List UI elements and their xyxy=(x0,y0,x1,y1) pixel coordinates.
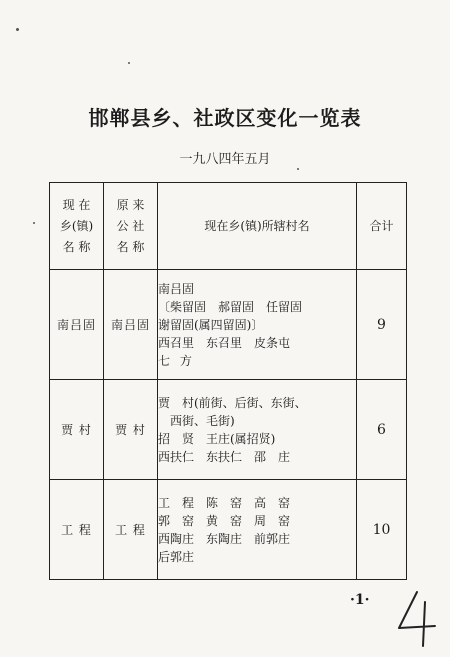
total-cell: 9 xyxy=(357,270,407,380)
table-row xyxy=(50,270,407,380)
header-former-line: 原 来 xyxy=(116,197,145,212)
header-total: 合计 xyxy=(357,183,407,270)
paper-speck xyxy=(297,168,299,170)
document-date: 一九八四年五月 xyxy=(179,152,271,167)
villages-cell xyxy=(158,270,357,380)
paper-speck xyxy=(16,28,19,31)
village-line: 招 贤 王庄(属招贤) xyxy=(158,431,276,446)
village-line: 工 程 陈 窑 高 窑 xyxy=(158,495,291,510)
current-township-cell: 工 程 xyxy=(50,480,104,580)
township-change-table xyxy=(49,182,407,580)
former-commune-cell: 工 程 xyxy=(104,480,158,580)
village-line: 〔柴留固 郝留固 任留固 xyxy=(158,299,303,314)
village-line: 郭 窑 黄 窑 周 窑 xyxy=(158,513,291,528)
villages-cell xyxy=(158,480,357,580)
header-current-township xyxy=(50,183,104,270)
header-current-line: 名 称 xyxy=(62,239,91,254)
village-line: 七 方 xyxy=(158,353,192,368)
former-commune-cell: 贾 村 xyxy=(104,380,158,480)
page-number: ·1· xyxy=(350,592,370,608)
village-line: 西召里 东召里 皮条屯 xyxy=(158,335,291,350)
village-line: 西扶仁 东扶仁 邵 庄 xyxy=(158,449,291,464)
table-header-row xyxy=(50,183,407,270)
village-line: 贾 村(前街、后街、东街、 xyxy=(158,395,307,410)
village-line: 南吕固 xyxy=(158,281,195,296)
total-cell: 6 xyxy=(357,380,407,480)
paper-speck xyxy=(33,222,35,224)
table-row xyxy=(50,380,407,480)
current-township-cell: 贾 村 xyxy=(50,380,104,480)
header-villages: 现在乡(镇)所辖村名 xyxy=(158,183,357,270)
header-former-line: 名 称 xyxy=(116,239,145,254)
village-line: 谢留固(属四留固)〕 xyxy=(158,317,264,332)
former-commune-cell: 南吕固 xyxy=(104,270,158,380)
handwritten-mark-4 xyxy=(395,588,445,648)
paper-speck xyxy=(128,62,130,64)
header-former-line: 公 社 xyxy=(116,218,145,233)
table-row xyxy=(50,480,407,580)
document-title: 邯郸县乡、社政区变化一览表 xyxy=(88,106,362,130)
current-township-cell: 南吕固 xyxy=(50,270,104,380)
header-current-line: 现 在 xyxy=(62,197,91,212)
village-line: 后郭庄 xyxy=(158,549,195,564)
villages-cell xyxy=(158,380,357,480)
header-former-commune xyxy=(104,183,158,270)
header-current-line: 乡(镇) xyxy=(59,218,94,233)
total-cell: 10 xyxy=(357,480,407,580)
village-line: 西街、毛街) xyxy=(158,413,235,428)
village-line: 西陶庄 东陶庄 前郭庄 xyxy=(158,531,291,546)
